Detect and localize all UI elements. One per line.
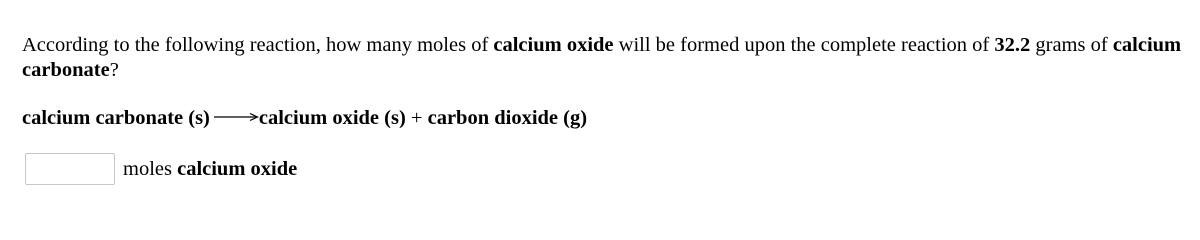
- question-end: ?: [109, 59, 119, 81]
- question-text: [22, 33, 1182, 83]
- reaction-equation: [22, 106, 587, 131]
- target-compound: calcium oxide: [493, 34, 614, 56]
- equation-plus: +: [405, 107, 428, 129]
- answer-unit-compound: calcium oxide: [177, 157, 298, 180]
- equation-product-2: carbon dioxide (g): [427, 107, 588, 129]
- question-reactant: calcium carbonate: [22, 34, 1182, 81]
- reaction-arrow-icon: [213, 111, 259, 123]
- equation-reactant: calcium carbonate (s): [22, 107, 210, 129]
- answer-input[interactable]: [25, 153, 115, 185]
- answer-row: [25, 153, 297, 185]
- question-intro: According to the following reaction, how many moles of: [22, 34, 494, 56]
- answer-unit-prefix: moles: [123, 157, 178, 180]
- mass-unit: grams of: [1030, 34, 1108, 56]
- reactant-mass: 32.2: [994, 34, 1031, 56]
- equation-product-1: calcium oxide (s): [258, 107, 406, 129]
- answer-unit-label: [123, 158, 297, 181]
- question-middle: will be formed upon the complete reaction of: [613, 34, 995, 56]
